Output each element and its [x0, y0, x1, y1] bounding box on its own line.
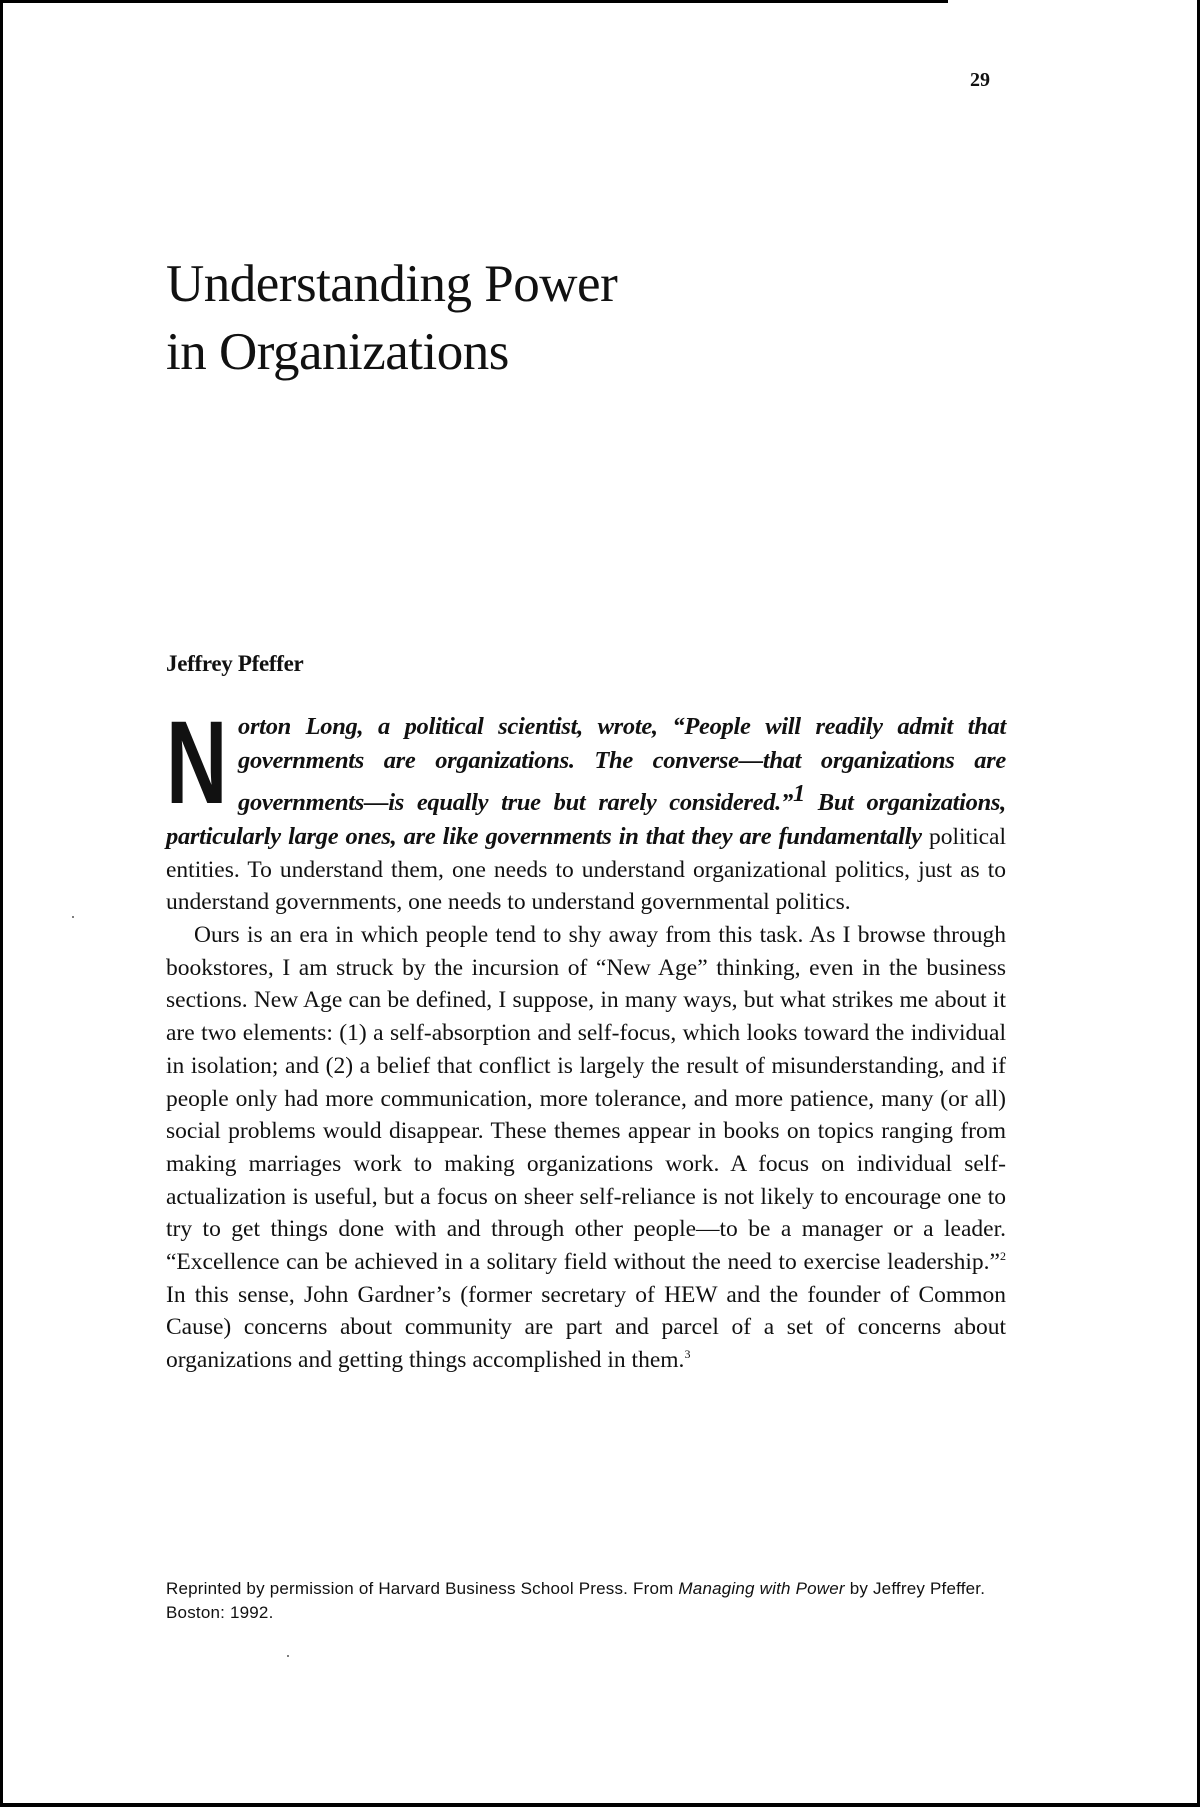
lead-italic-continuation: But organizations, particularly large ones, are like governments in that they are fundamentally	[166, 789, 1006, 850]
scan-border-top	[0, 0, 948, 3]
second-paragraph	[166, 919, 1006, 1377]
scan-speck	[287, 1655, 289, 1657]
endnote-ref-1: 1	[792, 780, 805, 808]
endnote-ref-3: 3	[684, 1347, 691, 1362]
scan-border-left	[0, 0, 3, 1807]
scan-speck	[72, 916, 74, 918]
permission-footnote	[166, 1577, 1006, 1625]
drop-cap: N	[166, 697, 226, 829]
lead-quote: orton Long, a political scientist, wrote, “People will readily admit that governments are organizations. The converse—that organizations are governments—is equally true but rarely considered.”	[238, 713, 1006, 817]
second-paragraph-text-b: In this sense, John Gardner’s (former secretary of HEW and the founder of Common Cause) concerns about community are part and parcel of a set of concerns about organizations and getting things accomplished in them.	[166, 1281, 1006, 1374]
opening-paragraph-rest: political entities. To understand them, one needs to understand organizational politics, just as to understand governments, one needs to understand governmental politics.	[166, 823, 1006, 916]
chapter-title-line-2: in Organizations	[166, 323, 509, 381]
chapter-title-line-1: Understanding Power	[166, 255, 618, 313]
chapter-title	[166, 250, 617, 386]
article-body	[166, 697, 1006, 1377]
page-number: 29	[970, 69, 990, 91]
opening-paragraph	[166, 697, 1006, 919]
author-name: Jeffrey Pfeffer	[166, 651, 304, 676]
scan-border-bottom	[0, 1803, 1200, 1807]
footnote-book-title: Managing with Power	[678, 1579, 845, 1598]
endnote-ref-2: 2	[1000, 1249, 1006, 1264]
second-paragraph-text-a: Ours is an era in which people tend to shy away from this task. As I browse through bookstores, I am struck by the incursion of “New Age” thinking, even in the business sections. New Age can be defined, I suppose, in many ways, but what strikes me about it are two elements: (1) a self-absorption and self-focus, which looks toward the individual in isolation; and (2) a belief that conflict is largely the result of misunderstanding, and if people only had more communication, more tolerance, and more patience, many (or all) social problems would disappear. These themes appear in books on topics ranging from making marriages work to making organizations work. A focus on individual self-actualization is useful, but a focus on sheer self-reliance is not likely to encourage one to try to get things done with and through other people—to be a manager or a leader. “Excellence can be achieved in a solitary field without the need to exercise leadership.”	[166, 922, 1006, 1276]
footnote-text-b: by Jeffrey Pfeffer. Boston: 1992.	[166, 1579, 986, 1622]
footnote-text-a: Reprinted by permission of Harvard Business School Press. From	[166, 1579, 679, 1598]
